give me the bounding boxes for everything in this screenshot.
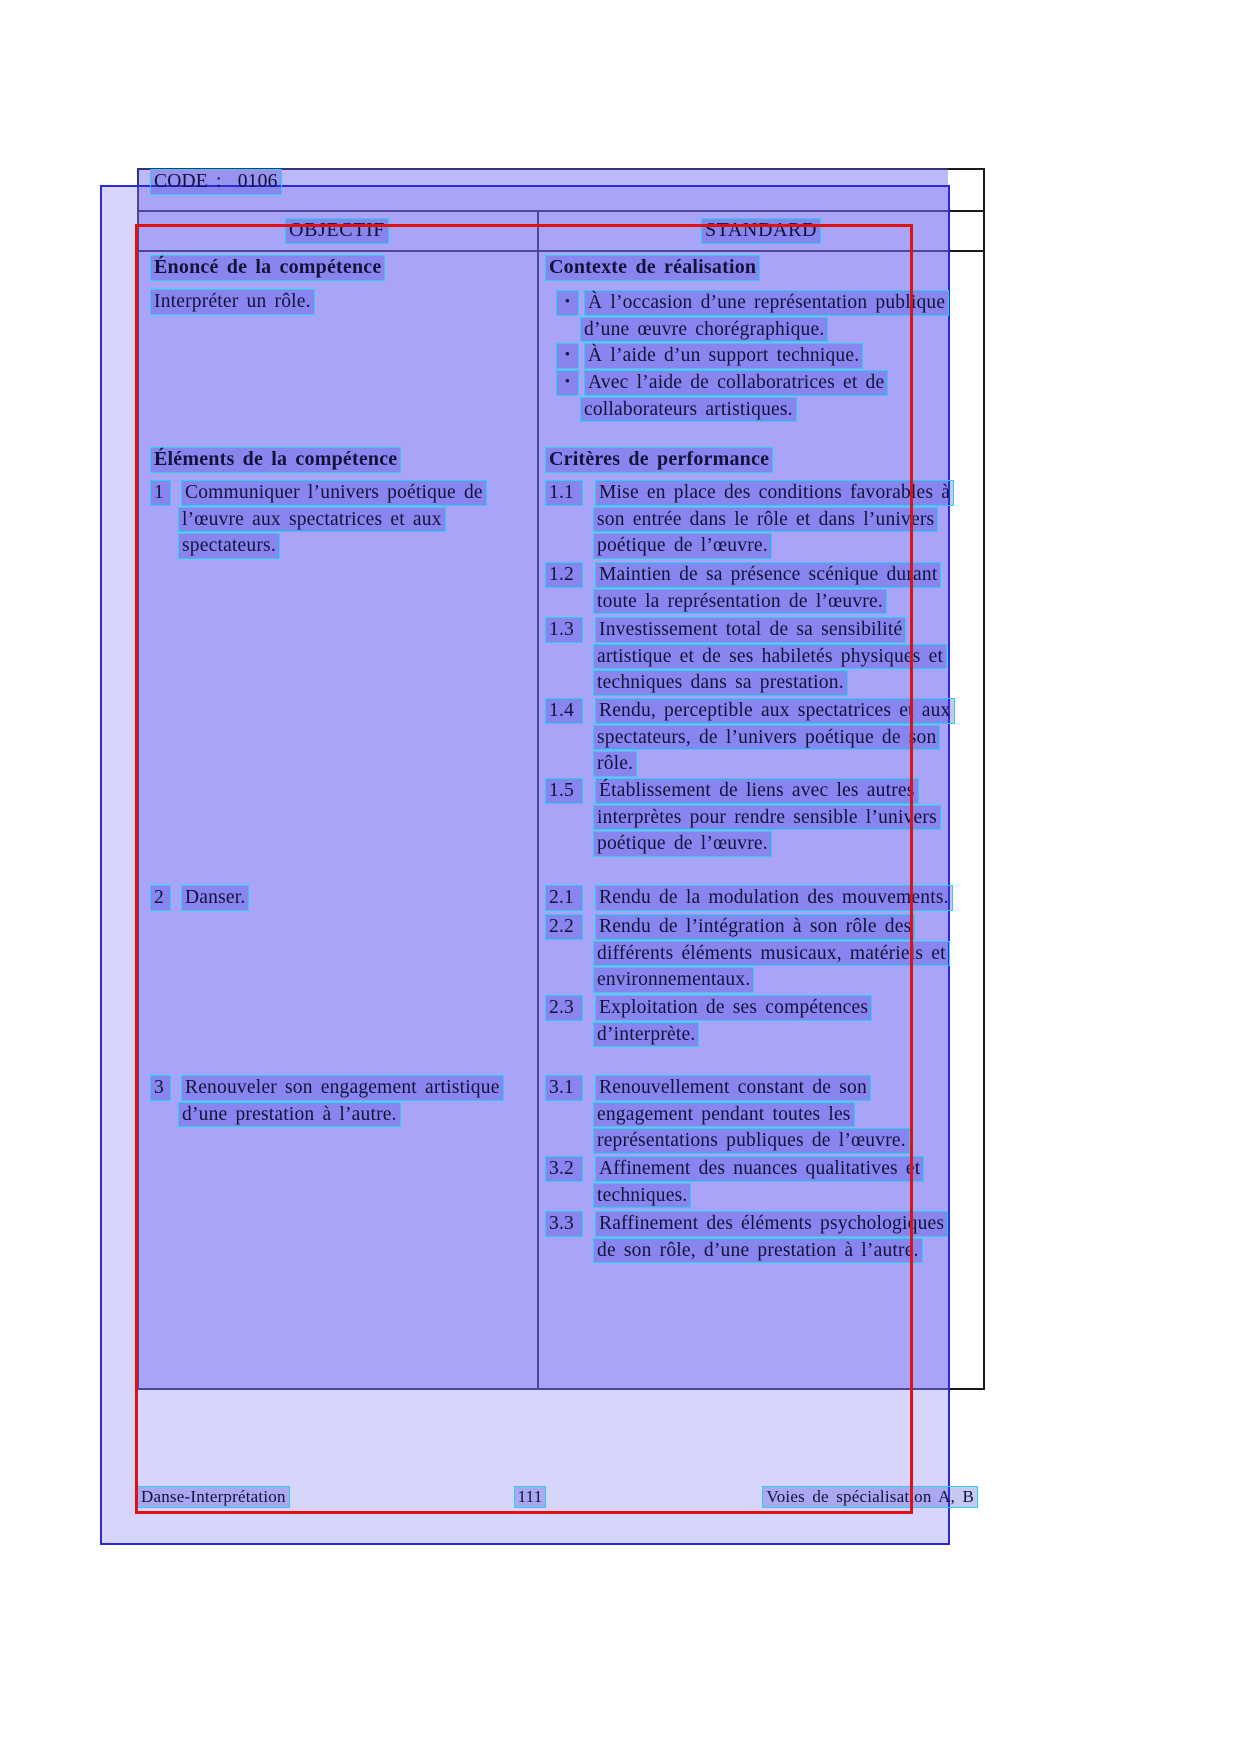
bullet-icon: • — [556, 343, 579, 369]
critere-line: toute la représentation de l’œuvre. — [593, 589, 887, 615]
bullet-line: collaborateurs artistiques. — [580, 397, 797, 423]
critere-number: 3.2 — [545, 1156, 583, 1182]
element-line: spectateurs. — [178, 533, 280, 559]
objectif-label: OBJECTIF — [285, 218, 389, 244]
footer-left-label: Danse-Interprétation — [137, 1486, 290, 1508]
contexte-title-label: Contexte de réalisation — [545, 255, 760, 281]
code-label: CODE : 0106 — [150, 169, 282, 195]
critere-line: Rendu de l’intégration à son rôle des — [595, 914, 915, 940]
critere-line: engagement pendant toutes les — [593, 1102, 855, 1128]
critere-line: Raffinement des éléments psychologiques — [595, 1211, 948, 1237]
critere-line: son entrée dans le rôle et dans l’univers — [593, 507, 938, 533]
critere-number: 1.2 — [545, 562, 583, 588]
element-number: 3 — [150, 1075, 171, 1101]
critere-line: Rendu, perceptible aux spectatrices et aux — [595, 698, 955, 724]
criteres-title-label: Critères de performance — [545, 447, 773, 473]
critere-line: Mise en place des conditions favorables à — [595, 480, 954, 506]
bullet-icon: • — [556, 370, 579, 396]
critere-line: poétique de l’œuvre. — [593, 831, 772, 857]
critere-line: techniques. — [593, 1183, 691, 1209]
standard-label: STANDARD — [701, 218, 821, 244]
critere-line: artistique et de ses habiletés physiques et — [593, 644, 947, 670]
critere-line: Investissement total de sa sensibilité — [595, 617, 906, 643]
critere-line: spectateurs, de l’univers poétique de son — [593, 725, 940, 751]
code-row — [150, 169, 282, 196]
critere-number: 1.1 — [545, 480, 583, 506]
critere-number: 2.3 — [545, 995, 583, 1021]
critere-line: de son rôle, d’une prestation à l’autre. — [593, 1238, 923, 1264]
element-number: 1 — [150, 480, 171, 506]
critere-line: Affinement des nuances qualitatives et — [595, 1156, 924, 1182]
critere-line: représentations publiques de l’œuvre. — [593, 1128, 910, 1154]
critere-number: 1.3 — [545, 617, 583, 643]
critere-line: Exploitation de ses compétences — [595, 995, 872, 1021]
critere-line: d’interprète. — [593, 1022, 699, 1048]
bullet-line: À l’occasion d’une représentation publique — [584, 290, 949, 316]
critere-line: rôle. — [593, 751, 637, 777]
critere-number: 1.4 — [545, 698, 583, 724]
critere-line: Maintien de sa présence scénique durant — [595, 562, 941, 588]
element-line: l’œuvre aux spectatrices et aux — [178, 507, 446, 533]
footer-page-number: 111 — [514, 1486, 547, 1508]
critere-line: interprètes pour rendre sensible l’univers — [593, 805, 941, 831]
element-line: Communiquer l’univers poétique de — [181, 480, 487, 506]
critere-line: poétique de l’œuvre. — [593, 533, 772, 559]
bullet-line: À l’aide d’un support technique. — [584, 343, 863, 369]
critere-number: 1.5 — [545, 778, 583, 804]
bullet-icon: • — [556, 290, 579, 316]
element-line: Renouveler son engagement artistique — [181, 1075, 504, 1101]
critere-line: Renouvellement constant de son — [595, 1075, 871, 1101]
critere-number: 3.3 — [545, 1211, 583, 1237]
elements-title-label: Éléments de la compétence — [150, 447, 401, 473]
critere-line: Établissement de liens avec les autres — [595, 778, 919, 804]
critere-number: 2.1 — [545, 885, 583, 911]
enonce-line: Interpréter un rôle. — [150, 289, 315, 315]
bullet-line: Avec l’aide de collaboratrices et de — [584, 370, 888, 396]
enonce-title-label: Énoncé de la compétence — [150, 255, 385, 281]
annotation-red-box — [135, 224, 913, 1514]
critere-line: différents éléments musicaux, matériels et — [593, 941, 950, 967]
critere-line: Rendu de la modulation des mouvements. — [595, 885, 953, 911]
critere-number: 2.2 — [545, 914, 583, 940]
element-number: 2 — [150, 885, 171, 911]
bullet-line: d’une œuvre chorégraphique. — [580, 317, 828, 343]
critere-line: environnementaux. — [593, 967, 754, 993]
critere-number: 3.1 — [545, 1075, 583, 1101]
element-line: d’une prestation à l’autre. — [178, 1102, 401, 1128]
critere-line: techniques dans sa prestation. — [593, 670, 848, 696]
footer-right-label: Voies de spécialisation A, B — [762, 1486, 978, 1508]
element-line: Danser. — [181, 885, 249, 911]
text-line — [150, 169, 282, 196]
